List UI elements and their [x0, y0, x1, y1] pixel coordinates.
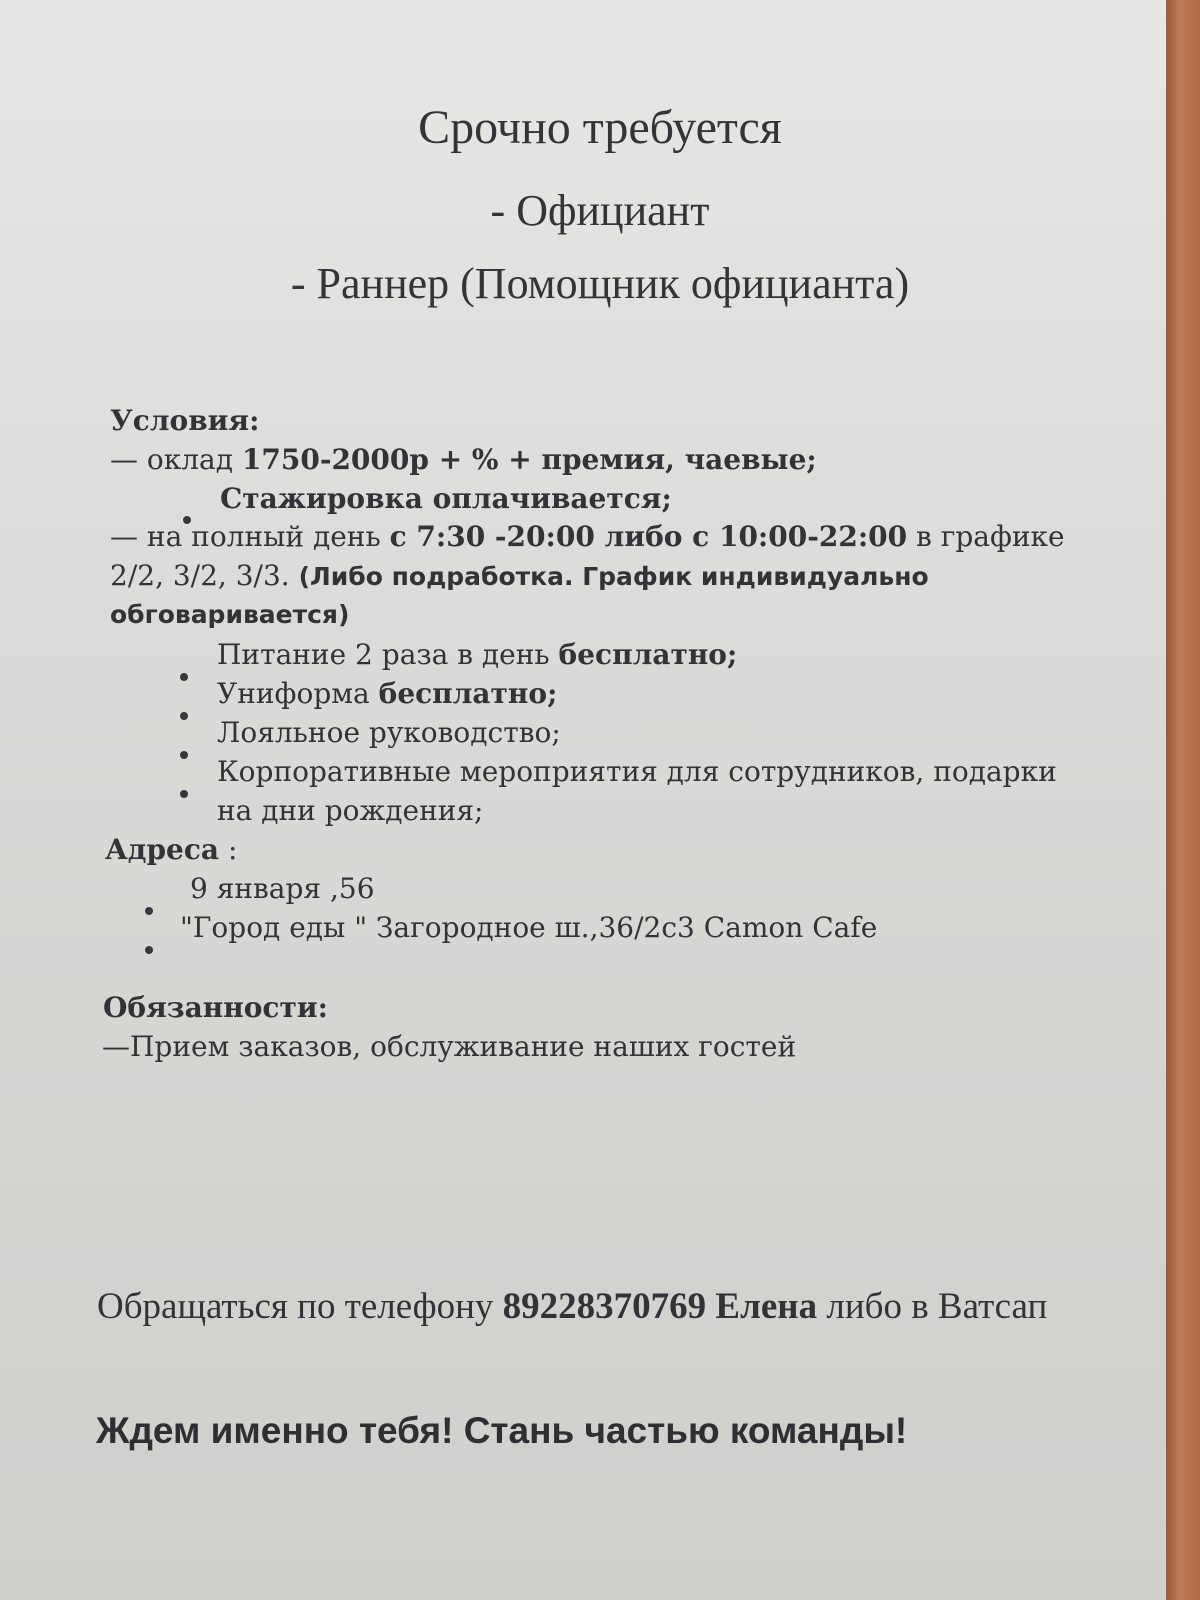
contact-line: [97, 1285, 1047, 1328]
conditions-heading: Условия:: [110, 404, 260, 437]
address-item: "Город еды " Загородное ш.,36/2с3 Camon Cafe: [180, 911, 878, 944]
internship-item: Стажировка оплачивается;: [220, 482, 672, 515]
slogan: Ждем именно тебя! Стань частью команды!: [96, 1410, 908, 1451]
contact-name: Елена: [706, 1286, 818, 1327]
bullet-icon: [180, 790, 188, 798]
contact-prefix: Обращаться по телефону: [97, 1286, 503, 1327]
salary-prefix: — оклад: [110, 443, 242, 476]
contact-phone: 89228370769: [502, 1286, 707, 1327]
schedule-line: [110, 518, 1065, 556]
bullet-icon: [145, 946, 153, 954]
part-time-note-2: обговаривается): [110, 600, 350, 629]
schedule-suffix: в графике: [907, 520, 1065, 553]
salary-value: 1750-2000р + % + премия, чаевые;: [241, 443, 817, 476]
bullet-icon: [145, 907, 153, 915]
addresses-heading: Адреса :: [105, 833, 238, 866]
table-edge: [1166, 0, 1200, 1600]
position-waiter: - Официант: [490, 186, 710, 235]
schedule-line-2: [110, 557, 929, 596]
benefit-management: Лояльное руководство;: [217, 716, 561, 749]
schedule-hours: с 7:30 -20:00 либо с 10:00-22:00: [389, 520, 908, 553]
page-title: Срочно требуется: [418, 101, 782, 154]
benefit-meals: Питание 2 раза в день бесплатно;: [217, 638, 738, 671]
duties-text: —Прием заказов, обслуживание наших гостей: [102, 1030, 797, 1063]
part-time-note: (Либо подработка. График индивидуально: [298, 562, 929, 591]
position-runner: - Раннер (Помощник официанта): [290, 259, 910, 308]
contact-suffix: либо в Ватсап: [817, 1286, 1048, 1327]
address-item: 9 января ,56: [190, 872, 375, 905]
bullet-icon: [180, 673, 188, 681]
bullet-icon: [180, 751, 188, 759]
schedule-prefix: — на полный день: [110, 520, 390, 553]
benefit-corporate: Корпоративные мероприятия для сотрудников, подарки: [217, 755, 1057, 788]
schedule-shifts: 2/2, 3/2, 3/3.: [110, 559, 299, 592]
benefit-uniform: Униформа бесплатно;: [217, 677, 558, 710]
benefit-corporate-2: на дни рождения;: [217, 794, 484, 827]
duties-heading: Обязанности:: [103, 991, 328, 1024]
salary-line: [110, 441, 817, 479]
bullet-icon: [180, 712, 188, 720]
